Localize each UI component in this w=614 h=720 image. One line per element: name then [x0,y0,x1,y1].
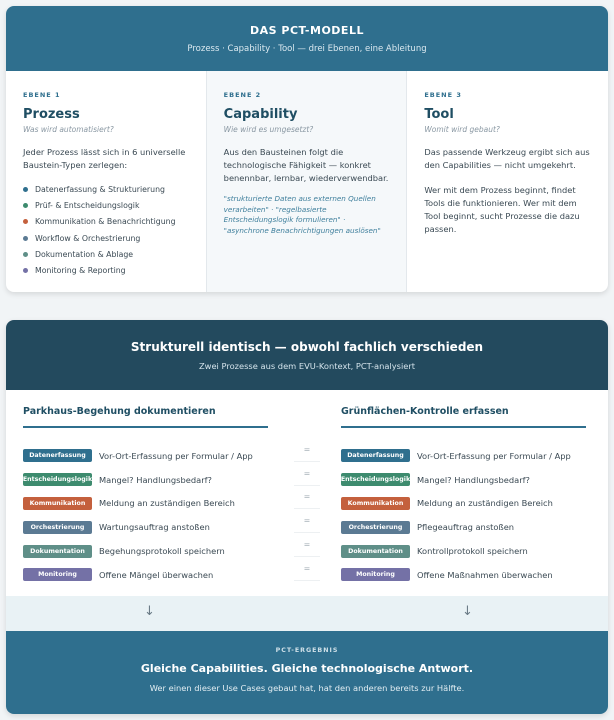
bullet-dot-icon [23,252,28,257]
process-row [23,539,268,563]
equals-sign: = [294,557,320,581]
process-title: Grünflächen-Kontrolle erfassen [341,406,586,428]
equals-sign: = [294,438,320,462]
row-text: Vor-Ort-Erfassung per Formular / App [417,450,571,461]
baustein-item [23,230,190,246]
equals-sign: = [294,533,320,557]
model-header [6,6,608,71]
baustein-badge: Dokumentation [23,545,92,558]
process-row [341,492,586,516]
arrow-band [6,596,608,631]
process-row [23,563,268,587]
baustein-item [23,181,190,197]
column-tool [407,71,608,292]
baustein-item [23,246,190,262]
baustein-label: Prüf- & Entscheidungslogik [35,200,140,210]
baustein-label: Datenerfassung & Strukturierung [35,184,165,194]
baustein-item [23,214,190,230]
row-text: Meldung an zuständigen Bereich [99,498,235,509]
bullet-dot-icon [23,268,28,273]
equals-column [294,438,320,581]
bullet-dot-icon [23,203,28,208]
ebene-label: EBENE 2 [223,91,262,99]
column-text: Das passende Werkzeug ergibt sich aus den Capabilities — nicht umgekehrt. [424,147,590,170]
result-subtitle: Wer einen dieser Use Cases gebaut hat, hat den anderen bereits zur Hälfte. [149,683,465,693]
process-row [341,468,586,492]
capability-examples: "strukturierte Daten aus externen Quellen verarbeiten" · "regelbasierte Entscheidungslogik formulieren" · "asynchrone Benachrichtigungen auslösen" [223,194,381,235]
model-subtitle: Prozess · Capability · Tool — drei Ebenen, eine Ableitung [187,44,427,54]
column-text-2: Wer mit dem Prozess beginnt, findet Tools die funktionieren. Wer mit dem Tool beginnt, sucht Prozesse die dazu passen. [424,185,580,234]
column-text: Aus den Bausteinen folgt die technologische Fähigkeit — konkret benennbar, lernbar, wiederverwendbar. [223,147,389,183]
model-columns [6,71,608,292]
row-text: Mangel? Handlungsbedarf? [99,474,212,485]
baustein-item [23,262,190,278]
model-title: DAS PCT-MODELL [250,24,364,37]
comparison-subtitle: Zwei Prozesse aus dem EVU-Kontext, PCT-analysiert [198,361,416,371]
baustein-label: Monitoring & Reporting [35,266,126,276]
comparison-card [6,320,608,714]
row-text: Vor-Ort-Erfassung per Formular / App [99,450,253,461]
process-title: Parkhaus-Begehung dokumentieren [23,406,268,428]
pct-result [6,631,608,714]
process-row [23,515,268,539]
column-capability [207,71,408,292]
process-row [23,492,268,516]
baustein-badge: Datenerfassung [341,449,410,462]
row-text: Begehungsprotokoll speichern [99,546,225,557]
process-row [341,515,586,539]
baustein-label: Workflow & Orchestrierung [35,233,141,243]
baustein-badge: Dokumentation [341,545,410,558]
column-title: Tool [424,107,454,122]
baustein-badge: Entscheidungslogik [341,473,410,486]
process-left [23,406,268,587]
column-question: Was wird automatisiert? [23,125,114,134]
row-text: Offene Maßnahmen überwachen [417,569,553,580]
bullet-dot-icon [23,187,28,192]
equals-sign: = [294,509,320,533]
process-row [341,539,586,563]
row-text: Mangel? Handlungsbedarf? [417,474,530,485]
baustein-badge: Datenerfassung [23,449,92,462]
baustein-badge: Monitoring [23,568,92,581]
column-question: Womit wird gebaut? [424,125,500,134]
bullet-dot-icon [23,236,28,241]
row-text: Kontrollprotokoll speichern [417,546,528,557]
column-question: Wie wird es umgesetzt? [223,125,314,134]
row-text: Pflegeauftrag anstoßen [417,522,515,533]
bullet-dot-icon [23,219,28,224]
result-kicker: PCT-ERGEBNIS [275,647,339,654]
baustein-item [23,197,190,213]
pct-model-card [6,6,608,292]
arrow-down-icon: ↓ [462,604,473,619]
baustein-label: Kommunikation & Benachrichtigung [35,217,176,227]
row-text: Meldung an zuständigen Bereich [417,498,553,509]
equals-sign: = [294,486,320,510]
result-title: Gleiche Capabilities. Gleiche technologische Antwort. [140,662,474,675]
equals-sign: = [294,462,320,486]
row-text: Wartungsauftrag anstoßen [99,522,210,533]
baustein-label: Dokumentation & Ablage [35,249,134,259]
baustein-badge: Kommunikation [341,497,410,510]
arrow-down-icon: ↓ [144,604,155,619]
column-text: Jeder Prozess lässt sich in 6 universelle Baustein-Typen zerlegen: [23,147,186,170]
baustein-list [23,181,190,279]
process-right [341,406,586,587]
column-title: Capability [223,107,298,122]
comparison-header [6,320,608,390]
process-row [341,563,586,587]
baustein-badge: Monitoring [341,568,410,581]
ebene-label: EBENE 3 [424,91,462,99]
baustein-badge: Kommunikation [23,497,92,510]
baustein-badge: Orchestrierung [341,521,410,534]
process-rows [23,444,268,587]
column-title: Prozess [23,107,80,122]
column-prozess [6,71,207,292]
baustein-badge: Orchestrierung [23,521,92,534]
process-row [23,468,268,492]
ebene-label: EBENE 1 [23,91,61,99]
baustein-badge: Entscheidungslogik [23,473,92,486]
process-row [23,444,268,468]
process-rows [341,444,586,587]
comparison-title: Strukturell identisch — obwohl fachlich verschieden [130,340,484,354]
process-row [341,444,586,468]
row-text: Offene Mängel überwachen [99,569,214,580]
